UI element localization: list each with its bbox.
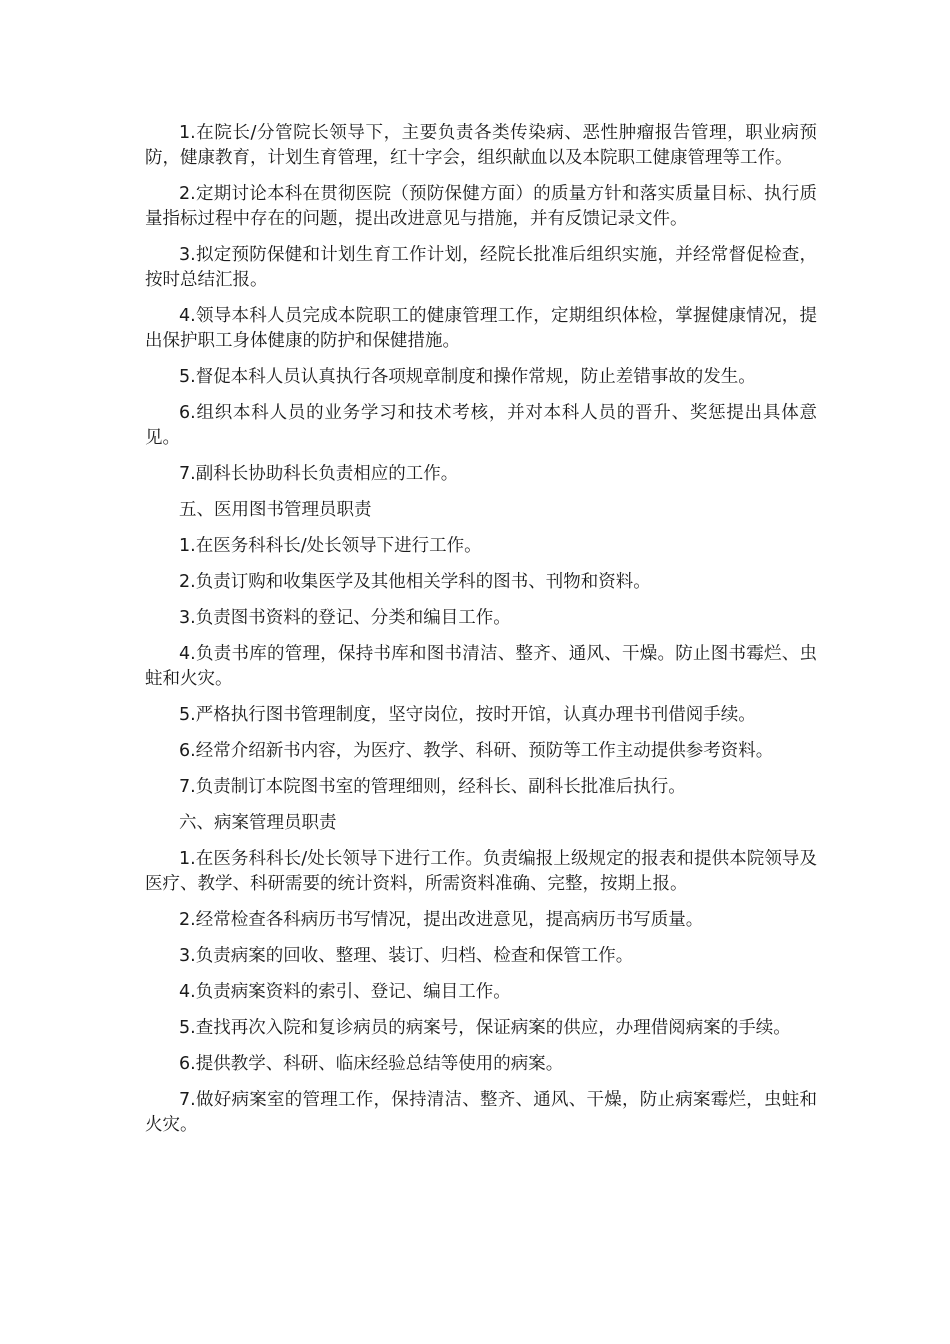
paragraph-5: 5.督促本科人员认真执行各项规章制度和操作常规，防止差错事故的发生。 — [179, 367, 756, 387]
paragraph-3: 3.拟定预防保健和计划生育工作计划，经院长批准后组织实施，并经常督促检查，按时总结汇报。 — [145, 245, 817, 290]
paragraph-12: 5.严格执行图书管理制度，坚守岗位，按时开馆，认真办理书刊借阅手续。 — [179, 705, 756, 725]
paragraph-18: 4.负责病案资料的索引、登记、编目工作。 — [179, 982, 511, 1002]
paragraph-21: 7.做好病案室的管理工作，保持清洁、整齐、通风、干燥，防止病案霉烂，虫蛀和火灾。 — [145, 1090, 817, 1135]
section-heading-medical-records: 六、病案管理员职责 — [179, 813, 337, 833]
paragraph-6: 6.组织本科人员的业务学习和技术考核，并对本科人员的晋升、奖惩提出具体意见。 — [145, 403, 817, 448]
document-body — [145, 121, 817, 1149]
paragraph-20: 6.提供教学、科研、临床经验总结等使用的病案。 — [179, 1054, 564, 1074]
section-heading-librarian: 五、医用图书管理员职责 — [179, 500, 372, 520]
paragraph-1: 1.在院长/分管院长领导下，主要负责各类传染病、恶性肿瘤报告管理，职业病预防，健康教育，计划生育管理，红十字会，组织献血以及本院职工健康管理等工作。 — [145, 123, 817, 168]
paragraph-11: 4.负责书库的管理，保持书库和图书清洁、整齐、通风、干燥。防止图书霉烂、虫蛀和火灾。 — [145, 644, 817, 689]
paragraph-17: 3.负责病案的回收、整理、装订、归档、检查和保管工作。 — [179, 946, 634, 966]
paragraph-19: 5.查找再次入院和复诊病员的病案号，保证病案的供应，办理借阅病案的手续。 — [179, 1018, 791, 1038]
paragraph-13: 6.经常介绍新书内容，为医疗、教学、科研、预防等工作主动提供参考资料。 — [179, 741, 774, 761]
paragraph-9: 2.负责订购和收集医学及其他相关学科的图书、刊物和资料。 — [179, 572, 651, 592]
paragraph-7: 7.副科长协助科长负责相应的工作。 — [179, 464, 459, 484]
paragraph-8: 1.在医务科科长/处长领导下进行工作。 — [179, 536, 482, 556]
paragraph-15: 1.在医务科科长/处长领导下进行工作。负责编报上级规定的报表和提供本院领导及医疗、教学、科研需要的统计资料，所需资料准确、完整，按期上报。 — [145, 849, 817, 894]
paragraph-16: 2.经常检查各科病历书写情况，提出改进意见，提高病历书写质量。 — [179, 910, 704, 930]
paragraph-14: 7.负责制订本院图书室的管理细则，经科长、副科长批准后执行。 — [179, 777, 686, 797]
paragraph-10: 3.负责图书资料的登记、分类和编目工作。 — [179, 608, 511, 628]
paragraph-2: 2.定期讨论本科在贯彻医院（预防保健方面）的质量方针和落实质量目标、执行质量指标过程中存在的问题，提出改进意见与措施，并有反馈记录文件。 — [145, 184, 817, 229]
paragraph-4: 4.领导本科人员完成本院职工的健康管理工作，定期组织体检，掌握健康情况，提出保护职工身体健康的防护和保健措施。 — [145, 306, 817, 351]
